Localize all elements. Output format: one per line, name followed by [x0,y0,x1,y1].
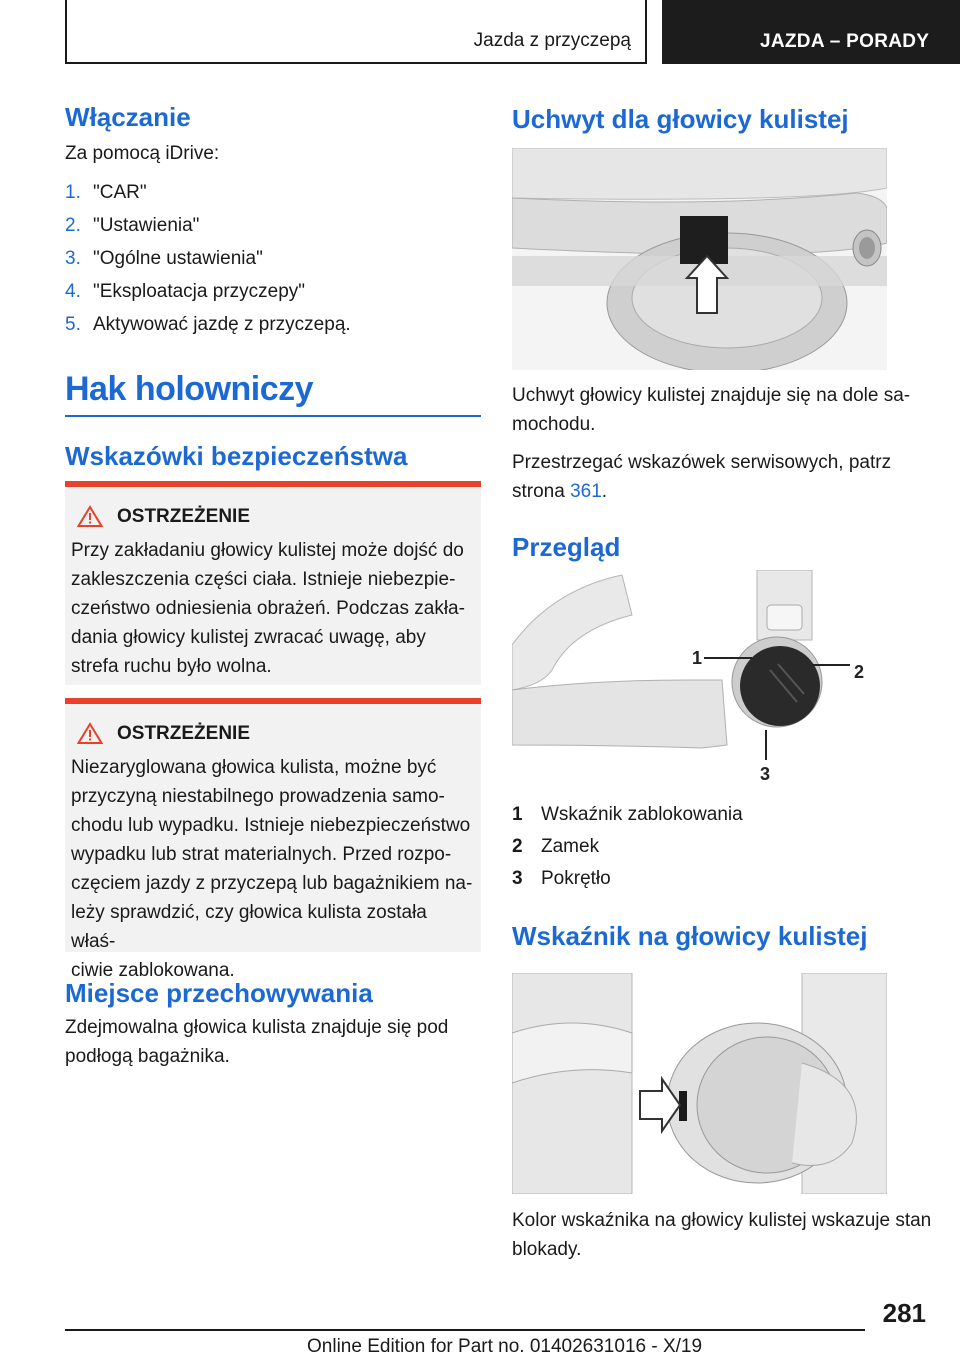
main-title-block [65,370,481,472]
warning-box [65,698,481,981]
warning-text: Przy zakładaniu głowicy kulistej może dojść do zakleszczenia części ciała. Istnieje niebezpie- czeństwo odniesienia obrażeń. Podczas zakła- dania głowicy kulistej zwracać uwagę, aby strefa ruchu było wolna. [71,540,465,677]
enabling-intro: Za pomocą iDrive: [65,143,220,164]
safety-heading: Wskazówki bezpieczeństwa [65,440,408,471]
callout-1: 1 [692,648,703,668]
warning-box [65,481,481,685]
legend-list [512,799,932,895]
header-chapter-tab [662,0,960,64]
step-item: 5. Aktywować jazdę z przyczepą. [65,314,351,335]
title-rule [65,415,481,417]
warning-title: OSTRZEŻENIE [117,722,251,744]
legend-item: 3 Pokrętło [512,868,611,889]
ball-head-overview-image [512,570,887,793]
indicator-heading: Wskaźnik na głowicy kulistej [512,921,868,951]
indicator-image [512,973,887,1194]
warning-triangle-icon [77,505,103,528]
storage-text: Zdejmowalna głowica kulista znajduje się pod podłogą bagażnika. [65,1017,449,1067]
storage-heading: Miejsce przechowywania [65,978,373,1008]
page-link[interactable]: 361 [570,481,602,502]
main-title: Hak holowniczy [65,370,314,408]
left-column [65,102,481,341]
step-item: 2. "Ustawienia" [65,215,200,236]
underside-image [512,148,887,370]
legend-item: 1 Wskaźnik zablokowania [512,804,743,825]
header-chapter-title: JAZDA – PORADY [760,31,930,52]
indicator-text: Kolor wskaźnika na głowicy kulistej wskazuje stan blokady. [512,1210,932,1260]
legend-block [512,799,932,952]
callout-2: 2 [854,662,865,682]
warning-text: Niezaryglowana głowica kulista, możne być przyczyną niestabilnego prowadzenia samo- chodu lub wypadku. Istnieje niebezpieczeństwo wypadku lub strat materialnych. Przed rozpo- częciem jazdy z przyczepą lub bagażnikiem na- leży sprawdzić, czy głowica kulista została właś- ciwie zablokowana. [71,757,473,981]
overview-heading: Przegląd [512,532,621,562]
holder-heading: Uchwyt dla głowicy kulistej [512,104,849,134]
holder-text: Uchwyt głowicy kulistej znajduje się na dole sa- mochodu. [512,385,911,435]
holder-text-block [512,381,932,563]
header-section-tab [65,0,647,64]
enabling-steps [65,176,481,341]
callout-3: 3 [760,764,771,784]
legend-item: 2 Zamek [512,836,600,857]
warning-title: OSTRZEŻENIE [117,505,251,527]
footer-rule [65,1329,865,1331]
step-item: 4. "Eksploatacja przyczepy" [65,281,306,302]
indicator-text-block [512,1206,932,1264]
enabling-heading: Włączanie [65,102,191,132]
step-item: 3. "Ogólne ustawienia" [65,248,263,269]
service-text: Przestrzegać wskazówek serwisowych, patrz strona 361. [512,452,892,502]
warning-triangle-icon [77,722,103,745]
edition-footer: Online Edition for Part no. 01402631016 - X/19 [307,1336,703,1357]
holder-heading-block [512,104,932,135]
page-number: 281 [882,1298,926,1328]
header-section-title: Jazda z przyczepą [473,30,631,51]
step-item: 1. "CAR" [65,182,147,203]
storage-block [65,978,481,1071]
